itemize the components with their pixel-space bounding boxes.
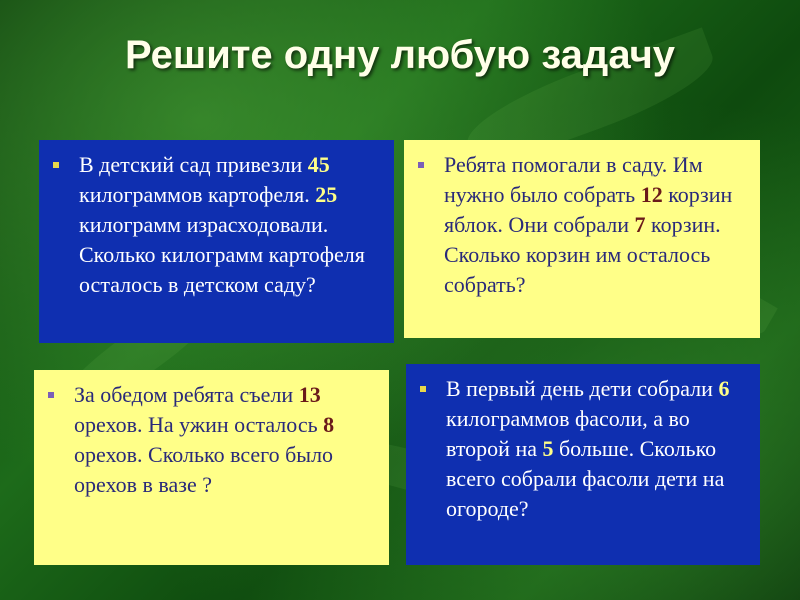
slide-title: Решите одну любую задачу [124,33,676,77]
task-text: За обедом ребята съели 13 орехов. На ужин осталось 8 орехов. Сколько всего было орехов в вазе ? [74,382,335,497]
task-text: В первый день дети собрали 6 килограммов фасоли, а во второй на 5 больше. Сколько всего собрали фасоли дети на огороде? [446,376,730,521]
task-box-potatoes [39,140,394,343]
bullet-icon [418,162,424,168]
task-box-apples [404,140,760,338]
bullet-icon [420,386,426,392]
task-text: Ребята помогали в саду. Им нужно было собрать 12 корзин яблок. Они собрали 7 корзин. Сколько корзин им осталось собрать? [444,152,733,297]
bullet-icon [48,392,54,398]
task-box-beans [406,364,760,565]
task-box-nuts [34,370,389,565]
bullet-icon [53,162,59,168]
task-text: В детский сад привезли 45 килограммов картофеля. 25 килограмм израсходовали. Сколько килограмм картофеля осталось в детском саду? [79,152,365,297]
